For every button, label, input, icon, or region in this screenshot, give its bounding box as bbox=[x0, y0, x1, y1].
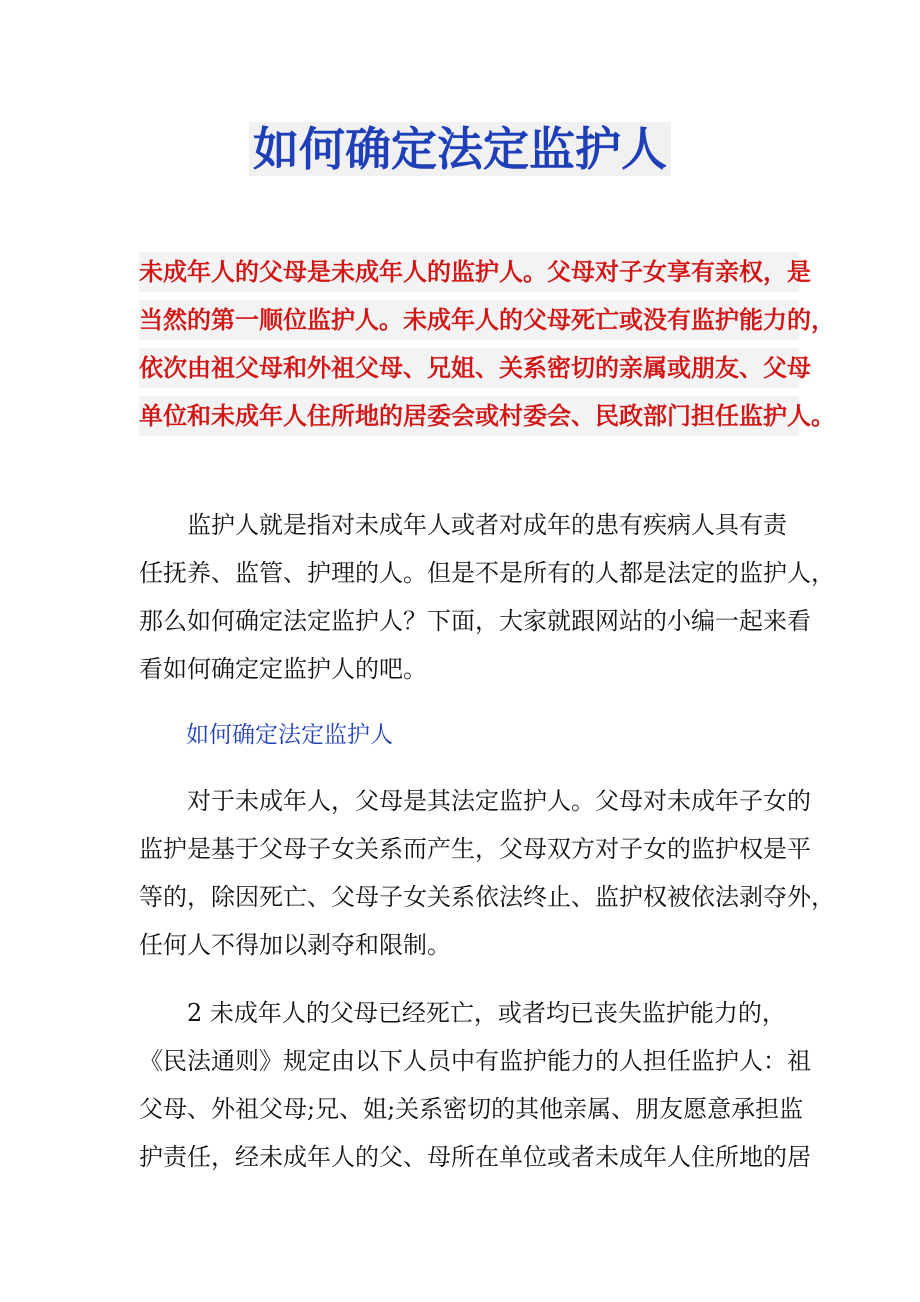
paragraph-line: 等的，除因死亡、父母子女关系依法终止、监护权被依法剥夺外， bbox=[139, 883, 835, 911]
intro-line: 单位和未成年人住所地的居委会或村委会、民政部门担任监护人。 bbox=[139, 396, 799, 436]
paragraph-line: 任抚养、监管、护理的人。但是不是所有的人都是法定的监护人， bbox=[139, 559, 835, 587]
intro-summary bbox=[139, 252, 835, 444]
paragraph-line: 监护人就是指对未成年人或者对成年的患有疾病人具有责 bbox=[139, 511, 787, 539]
section-heading: 如何确定法定监护人 bbox=[186, 722, 393, 748]
paragraph-line: 护责任，经未成年人的父、母所在单位或者未成年人住所地的居 bbox=[139, 1143, 811, 1171]
paragraph-line: 对于未成年人，父母是其法定监护人。父母对未成年子女的 bbox=[139, 787, 811, 815]
document-title-text: 如何确定法定监护人 bbox=[249, 122, 671, 176]
paragraph-definition bbox=[139, 501, 835, 693]
paragraph-line: 2 未成年人的父母已经死亡，或者均已丧失监护能力的， bbox=[139, 999, 786, 1027]
paragraph-line: 那么如何确定法定监护人？下面，大家就跟网站的小编一起来看 bbox=[139, 607, 811, 635]
paragraph-line: 看如何确定定监护人的吧。 bbox=[139, 655, 427, 683]
paragraph-line: 任何人不得加以剥夺和限制。 bbox=[139, 931, 451, 959]
paragraph-line: 监护是基于父母子女关系而产生，父母双方对子女的监护权是平 bbox=[139, 835, 811, 863]
intro-line: 未成年人的父母是未成年人的监护人。父母对子女享有亲权，是 bbox=[139, 252, 799, 292]
paragraph-line: 父母、外祖父母;兄、姐;关系密切的其他亲属、朋友愿意承担监 bbox=[139, 1095, 804, 1123]
intro-line: 当然的第一顺位监护人。未成年人的父母死亡或没有监护能力的， bbox=[139, 300, 799, 340]
paragraph-line: 《民法通则》规定由以下人员中有监护能力的人担任监护人：祖 bbox=[139, 1047, 811, 1075]
paragraph-other-guardians bbox=[139, 989, 811, 1181]
intro-line: 依次由祖父母和外祖父母、兄姐、关系密切的亲属或朋友、父母 bbox=[139, 348, 799, 388]
document-title bbox=[0, 118, 920, 180]
paragraph-parents bbox=[139, 777, 835, 969]
